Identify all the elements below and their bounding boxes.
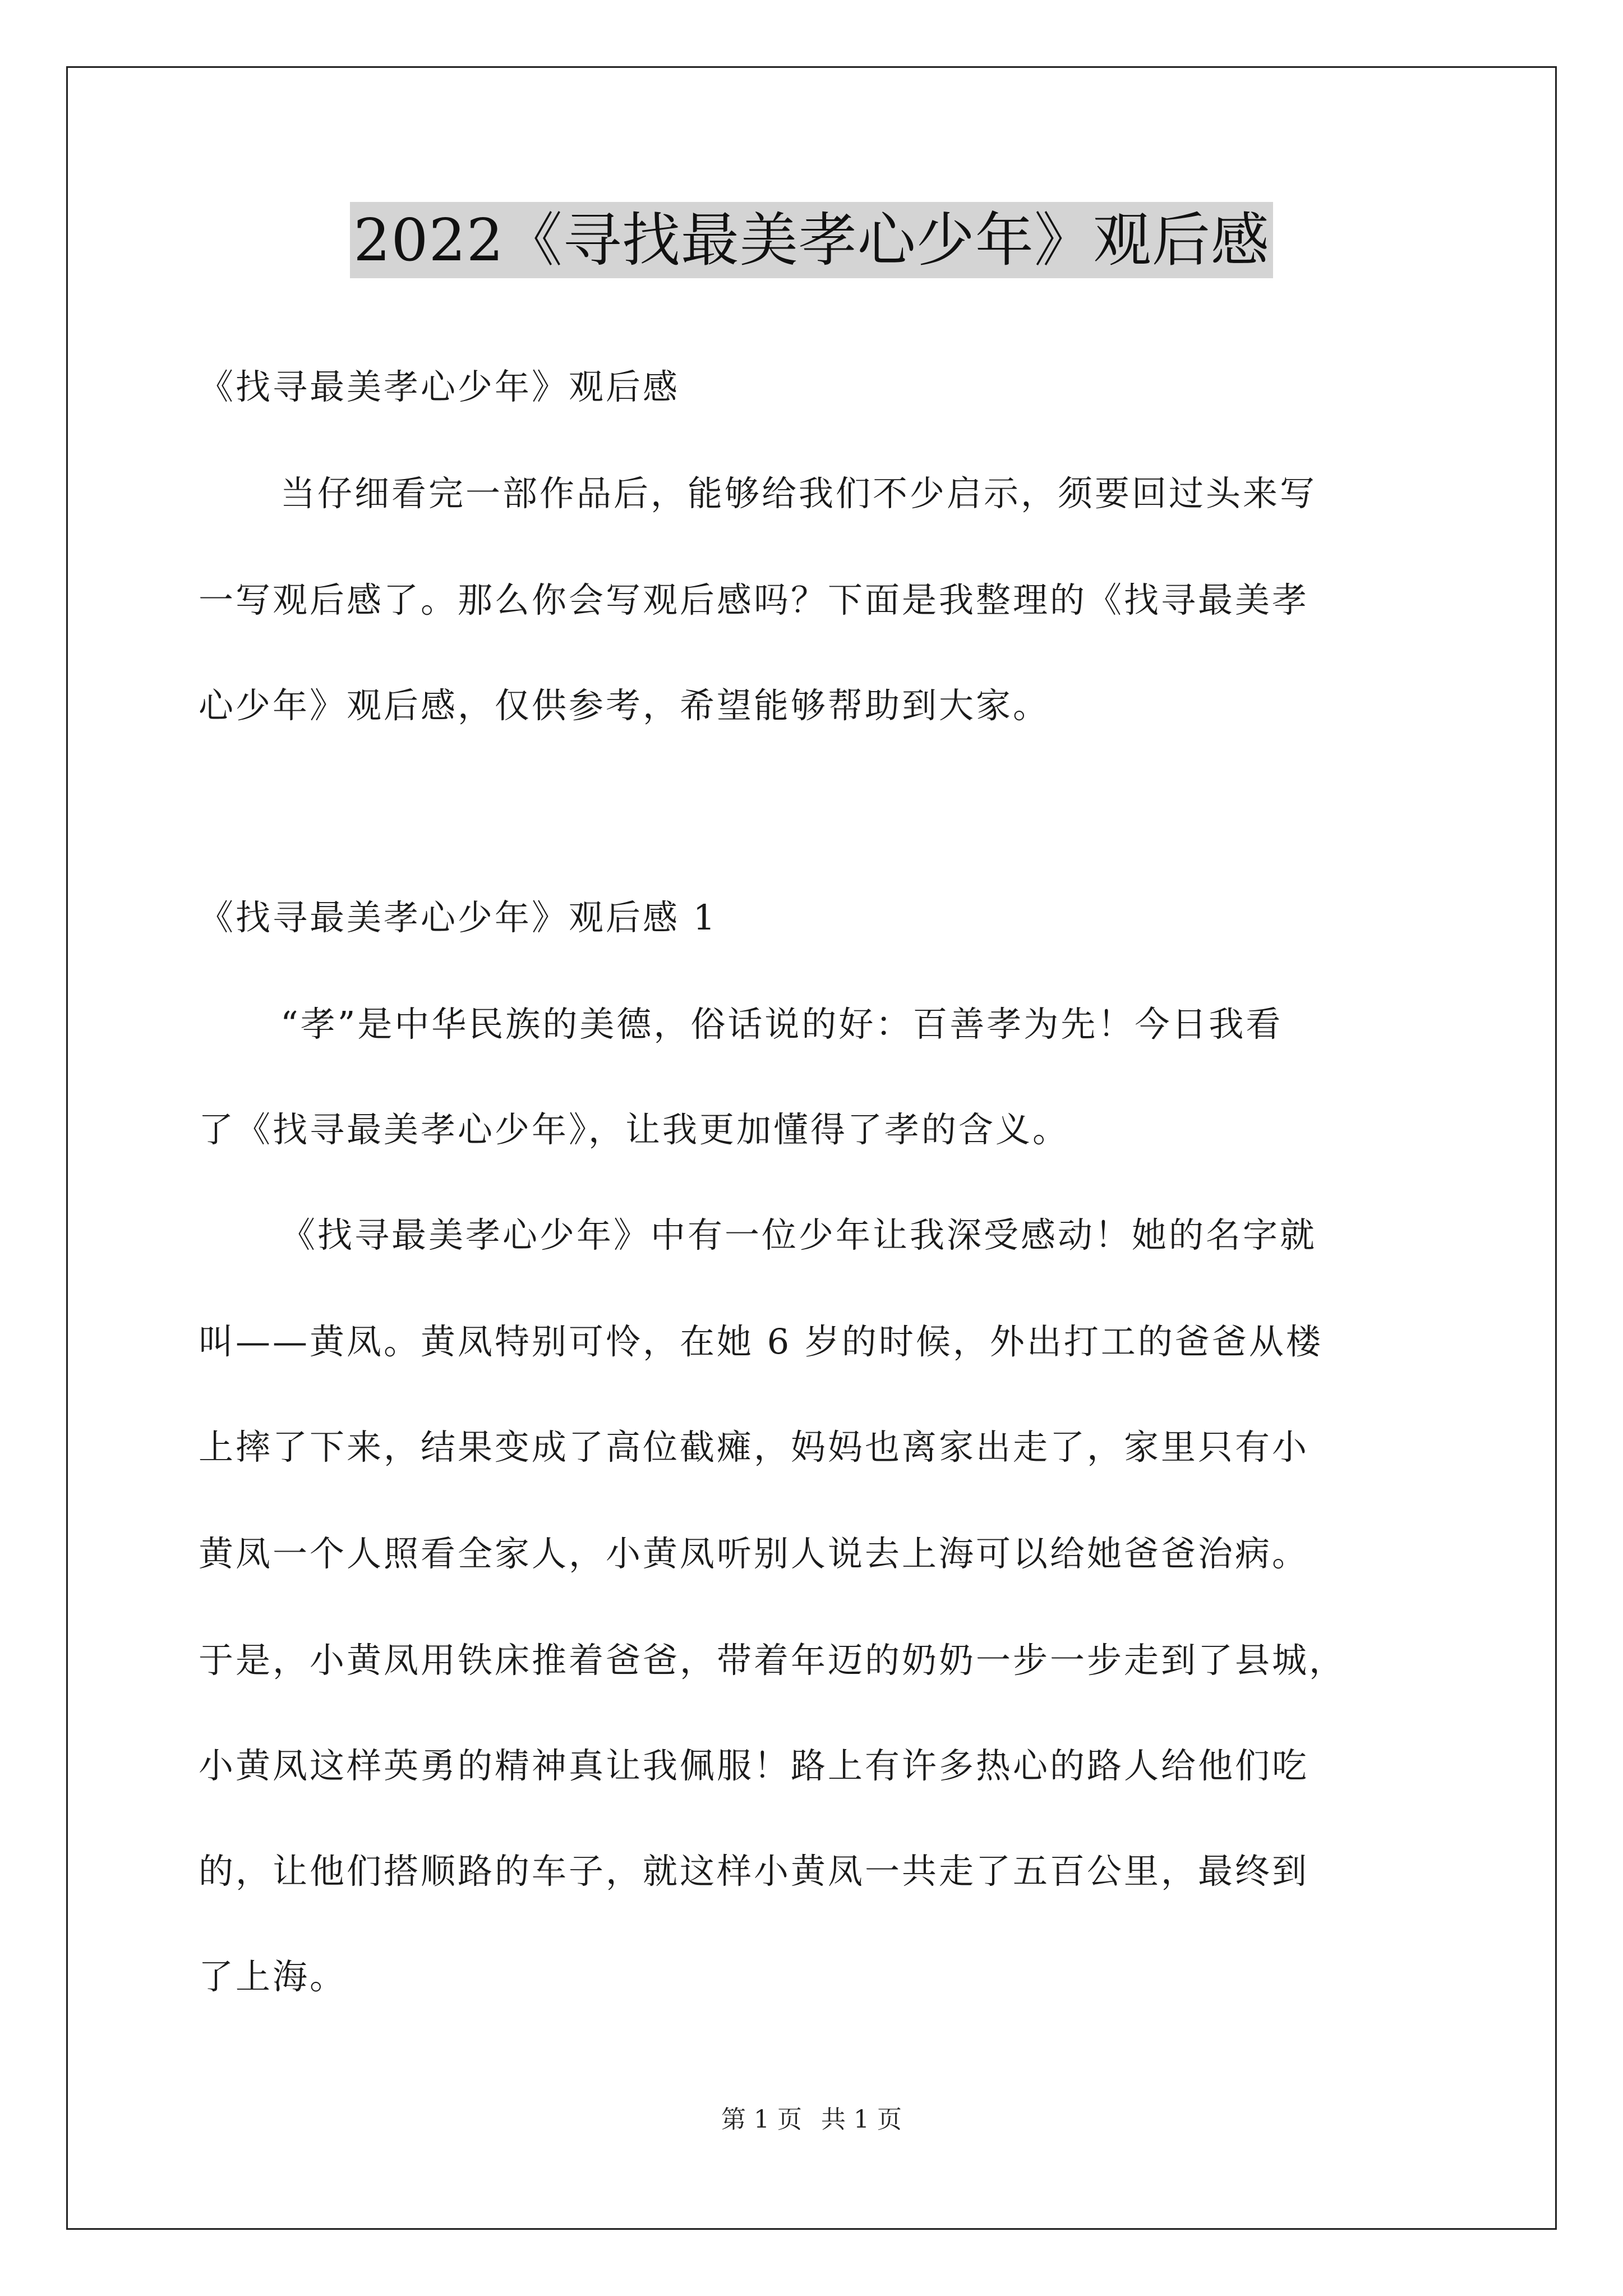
intro-paragraph-line-1: 当仔细看完一部作品后，能够给我们不少启示，须要回过头来写 — [280, 473, 1317, 514]
intro-paragraph-line-3: 心少年》观后感，仅供参考，希望能够帮助到大家。 — [199, 685, 1050, 726]
page-number: 第 1 页 — [721, 2105, 802, 2134]
paragraph-2-line-3: 上摔了下来，结果变成了高位截瘫，妈妈也离家出走了，家里只有小 — [199, 1427, 1310, 1467]
paragraph-2-line-2: 叫——黄凤。黄凤特别可怜，在她 6 岁的时候，外出打工的爸爸从楼 — [199, 1321, 1323, 1362]
paragraph-2-line-8: 了上海。 — [199, 1956, 347, 1997]
paragraph-2-line-6: 小黄凤这样英勇的精神真让我佩服！路上有许多热心的路人给他们吃 — [199, 1745, 1310, 1786]
intro-heading: 《找寻最美孝心少年》观后感 — [199, 366, 680, 407]
intro-paragraph-line-2: 一写观后感了。那么你会写观后感吗？下面是我整理的《找寻最美孝 — [199, 579, 1310, 620]
document-title: 2022《寻找最美孝心少年》观后感 — [350, 202, 1273, 278]
page-total: 共 1 页 — [821, 2105, 902, 2134]
paragraph-2-line-4: 黄凤一个人照看全家人，小黄凤听别人说去上海可以给她爸爸治病。 — [199, 1533, 1310, 1574]
paragraph-1-line-2: 了《找寻最美孝心少年》，让我更加懂得了孝的含义。 — [199, 1109, 1070, 1150]
paragraph-2-line-7: 的，让他们搭顺路的车子，就这样小黄凤一共走了五百公里，最终到 — [199, 1851, 1310, 1892]
paragraph-2-line-1: 《找寻最美孝心少年》中有一位少年让我深受感动！她的名字就 — [280, 1214, 1317, 1255]
title-container — [0, 202, 1623, 278]
paragraph-1-line-1: “孝”是中华民族的美德，俗话说的好：百善孝为先！今日我看 — [280, 1004, 1283, 1045]
paragraph-2-line-5: 于是，小黄凤用铁床推着爸爸，带着年迈的奶奶一步一步走到了县城， — [199, 1640, 1347, 1681]
section-heading-1: 《找寻最美孝心少年》观后感 1 — [199, 897, 718, 938]
page-footer — [0, 2099, 1623, 2135]
